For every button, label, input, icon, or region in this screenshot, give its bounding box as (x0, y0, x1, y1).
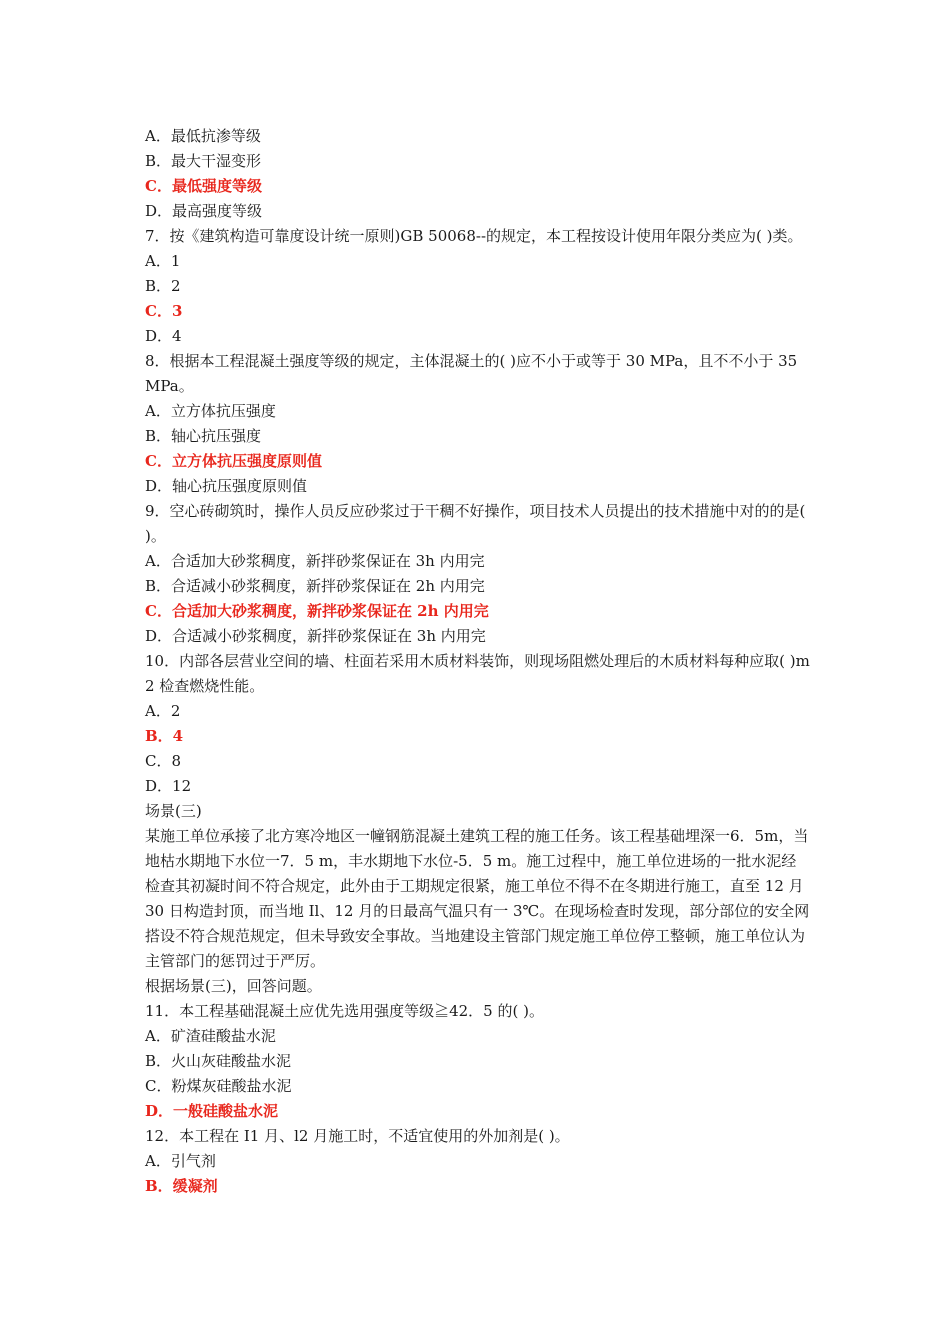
question-line: 7．按《建筑构造可靠度设计统一原则)GB 50068--的规定，本工程按设计使用年限分类应为( )类。 (145, 227, 803, 245)
answer-option-line: B．缓凝剂 (145, 1177, 218, 1195)
option-line: C．8 (145, 752, 182, 770)
answer-option-line: C．立方体抗压强度原则值 (145, 452, 322, 470)
scenario-paragraph: 某施工单位承接了北方寒冷地区一幢钢筋混凝土建筑工程的施工任务。该工程基础埋深一6．5m，当地枯水期地下水位一7．5 m，丰水期地下水位-5．5 m。施工过程中，施工单位进场的一批水泥经检查其初凝时间不符合规定，此外由于工期规定很紧，施工单位不得不在冬期进行施工，直至 12 月 30 日构造封顶，而当地 Il、12 月的日最高气温只有一 3℃。在现场检查时发现，部分部位的安全网搭设不符合规范规定，但未导致安全事故。当地建设主管部门规定施工单位停工整顿，施工单位认为主管部门的惩罚过于严厉。 (145, 827, 810, 970)
document-body (145, 124, 810, 1199)
option-line: D．12 (145, 777, 192, 795)
answer-option-line: B．4 (145, 727, 184, 745)
option-line: A．矿渣硅酸盐水泥 (145, 1027, 276, 1045)
answer-option-line: C．最低强度等级 (145, 177, 262, 195)
answer-option-line: D．一般硅酸盐水泥 (145, 1102, 279, 1120)
option-line: A．1 (145, 252, 181, 270)
option-line: A．合适加大砂浆稠度，新拌砂浆保证在 3h 内用完 (145, 552, 485, 570)
option-line: A．引气剂 (145, 1152, 216, 1170)
option-line: A．最低抗渗等级 (145, 127, 261, 145)
question-line: 8．根据本工程混凝土强度等级的规定，主体混凝土的( )应不小于或等于 30 MPa，且不不小于 35MPa。 (145, 352, 798, 395)
question-line: 11．本工程基础混凝土应优先选用强度等级≧42．5 的( )。 (145, 1002, 544, 1020)
option-line: D．4 (145, 327, 182, 345)
answer-option-line: C．3 (145, 302, 183, 320)
option-line: B．轴心抗压强度 (145, 427, 262, 445)
option-line: C．粉煤灰硅酸盐水泥 (145, 1077, 292, 1095)
section-heading: 场景(三) (145, 802, 202, 820)
question-line: 10．内部各层营业空间的墙、柱面若采用木质材料装饰，则现场阻燃处理后的木质材料每种应取( )m2 检查燃烧性能。 (145, 652, 810, 695)
question-line: 9．空心砖砌筑时，操作人员反应砂浆过于干稠不好操作，项目技术人员提出的技术措施中对的的是( )。 (145, 502, 811, 545)
option-line: D．最高强度等级 (145, 202, 263, 220)
option-line: B．最大干湿变形 (145, 152, 262, 170)
instruction-line: 根据场景(三)，回答问题。 (145, 977, 322, 995)
option-line: A．立方体抗压强度 (145, 402, 276, 420)
option-line: A．2 (145, 702, 181, 720)
option-line: D．合适减小砂浆稠度，新拌砂浆保证在 3h 内用完 (145, 627, 486, 645)
option-line: B．合适减小砂浆稠度，新拌砂浆保证在 2h 内用完 (145, 577, 485, 595)
option-line: B．2 (145, 277, 181, 295)
question-line: 12．本工程在 I1 月、l2 月施工时，不适宜使用的外加剂是( )。 (145, 1127, 570, 1145)
option-line: D．轴心抗压强度原则值 (145, 477, 308, 495)
answer-option-line: C．合适加大砂浆稠度，新拌砂浆保证在 2h 内用完 (145, 602, 489, 620)
option-line: B．火山灰硅酸盐水泥 (145, 1052, 292, 1070)
